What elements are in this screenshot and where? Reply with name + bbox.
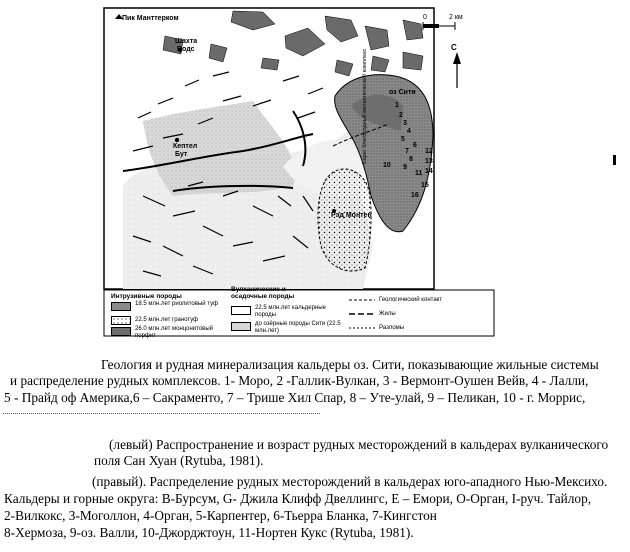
legend-swatch-lake (231, 322, 251, 331)
label-city: оз Сити (389, 89, 416, 96)
caption-3-line-3: 2-Вилкокс, 3-Моголлон, 4-Орган, 5-Карпентер, 6-Тьерра Бланка, 7-Кингстон (4, 508, 437, 523)
district-number: 5 (401, 136, 405, 143)
legend-swatch-caldera (231, 306, 251, 315)
legend-item: 26.0 млн.лет монцонитовый порфит (135, 326, 214, 339)
caption-2-line-1: (левый) Распространение и возраст рудных месторождений в кальдерах вулканического (109, 437, 609, 452)
legend-item: Геологический контакт (379, 297, 443, 303)
district-number: 1 (395, 102, 399, 109)
label-shaft: Шахта (175, 38, 198, 45)
legend-item: 22.5 млн.лет гранотуф (135, 317, 199, 323)
legend-item: 18.5 млн.лет риолитовый туф (135, 301, 218, 307)
legend-swatch-monzonite (111, 327, 131, 336)
legend-volcanic-header: Вулканические и осадочные породы (231, 286, 295, 300)
district-number: 13 (425, 158, 433, 165)
district-number: 3 (403, 120, 407, 127)
caption-1-line-3: 5 - Прайд оф Америка,6 – Сакраменто, 7 – Трише Хил Спар, 8 – Уте-улай, 9 – Пеликан, 10 - г. Моррис, (4, 390, 586, 405)
district-number: 12 (425, 148, 433, 155)
legend-item: 22.5 млн.лет кальдерные породы (255, 305, 326, 318)
caption-3-line-4: 8-Хермоза, 9-оз. Валли, 10-Джорджтоун, 11-Нортен Кукс (Rytuba, 1981). (4, 525, 414, 540)
geologic-map (103, 6, 495, 338)
district-number: 6 (413, 142, 417, 149)
district-number: 2 (399, 112, 403, 119)
district-number: 15 (421, 182, 429, 189)
label-kettle-2: Бут (175, 151, 188, 158)
label-scale-0: 0 (423, 14, 427, 21)
label-peak: Пик Манттерком (122, 15, 179, 22)
legend-item: до озёрные породы Сити (22.5 млн.лет) (255, 321, 341, 334)
district-number: 14 (425, 168, 433, 175)
label-red-mountain: Рэд Монтен (331, 212, 372, 219)
district-number: 8 (409, 156, 413, 163)
north-arrow (453, 52, 461, 88)
district-number: 9 (403, 164, 407, 171)
legend-swatch-rhyolite (111, 302, 131, 311)
label-kettle: Кептел (173, 143, 198, 150)
legend-intrusive-header: Интрузивные породы (111, 293, 182, 300)
caption-1-line-1: Геология и рудная минерализация кальдеры оз. Сити, показывающие жильные системы (101, 357, 599, 372)
edge-tick-mark (613, 155, 616, 165)
caption-1-line-2: и распределение рудных комплексов. 1- Моро, 2 -Галлик-Вулкан, 3 - Вермонт-Оушен Вейв, 4 - Лалли, (10, 373, 589, 388)
district-number: 11 (415, 170, 423, 177)
legend-item: Жилы (379, 311, 396, 317)
district-number: 4 (407, 128, 411, 135)
legend-line-symbols (347, 296, 377, 336)
legend-item: Разломы (379, 325, 405, 331)
caption-2-line-2: поля Сан Хуан (Rytuba, 1981). (94, 453, 264, 468)
label-north: С (451, 43, 457, 52)
label-complex: Барег благородный металлический комплекс (362, 48, 368, 164)
district-number: 10 (383, 162, 391, 169)
label-scale-end: 2 км (449, 14, 463, 21)
caption-3-line-1: (правый). Распределение рудных месторождений в кальдерах юго-ападного Нью-Мексихо. (92, 474, 608, 489)
separator-line (3, 413, 320, 414)
caption-3-line-2: Кальдеры и горные округа: В-Бурсум, G- Джила Клифф Двеллингс, Е – Емори, О-Орган, I-руч. Тайлор, (4, 491, 592, 506)
label-shaft-2: Водс (177, 46, 195, 53)
red-mountain (318, 169, 371, 271)
legend-swatch-granotuff (111, 316, 131, 325)
district-number: 16 (411, 192, 419, 199)
district-number: 7 (405, 148, 409, 155)
